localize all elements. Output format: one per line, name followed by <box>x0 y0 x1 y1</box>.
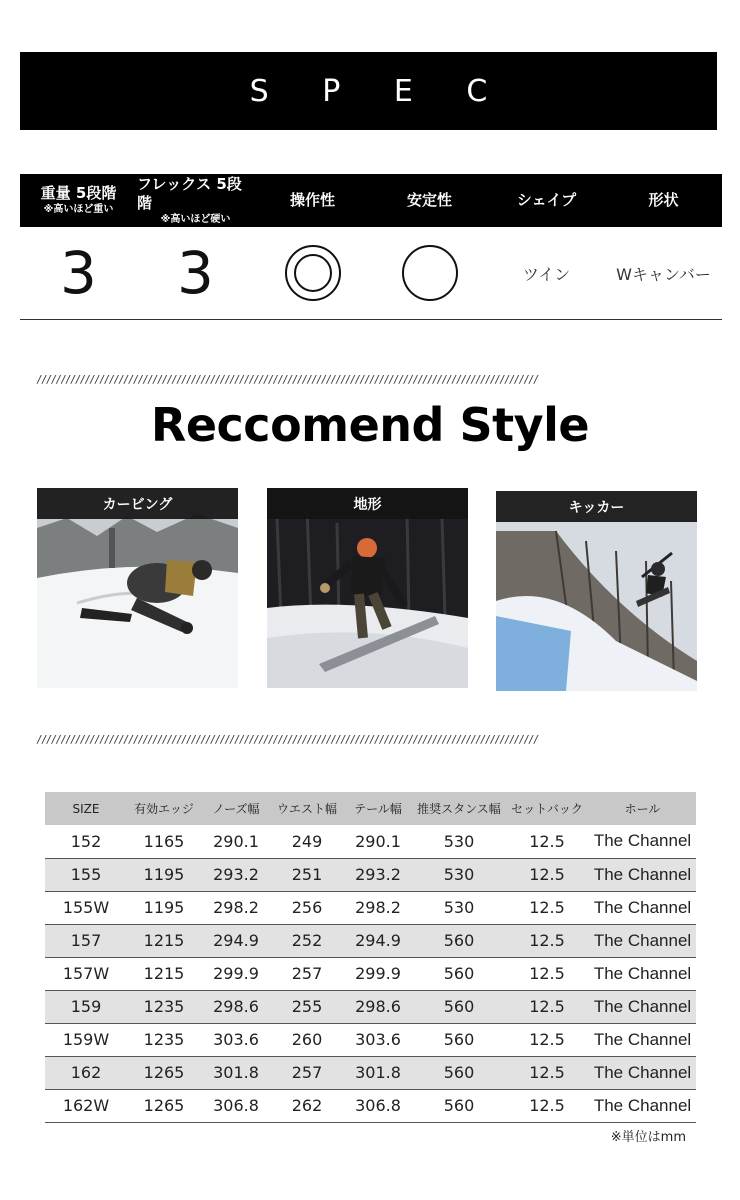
table-cell: 290.1 <box>201 825 271 858</box>
profile-value: Wキャンバー <box>616 264 711 284</box>
table-cell: 290.1 <box>343 825 413 858</box>
table-cell: 162W <box>45 1089 127 1122</box>
spec-header-weight <box>20 174 137 227</box>
spec-value-maneuverability <box>254 227 371 319</box>
table-cell: 560 <box>413 1023 505 1056</box>
table-cell: 1195 <box>127 858 201 891</box>
table-row <box>45 858 696 891</box>
table-cell: 298.2 <box>201 891 271 924</box>
photo-caption: カービング <box>37 488 238 519</box>
table-cell: 301.8 <box>201 1056 271 1089</box>
table-cell: 560 <box>413 1089 505 1122</box>
table-cell: 530 <box>413 858 505 891</box>
spec-header-label: 安定性 <box>406 191 452 209</box>
photo-caption: 地形 <box>267 488 468 519</box>
kicker-photo <box>496 491 697 691</box>
table-cell: 560 <box>413 924 505 957</box>
table-row <box>45 1023 696 1056</box>
table-cell: 162 <box>45 1056 127 1089</box>
spec-header-shape <box>488 174 605 227</box>
table-cell: 294.9 <box>201 924 271 957</box>
double-circle-icon <box>285 245 341 301</box>
table-cell: The Channel <box>589 1023 696 1056</box>
table-cell: 560 <box>413 990 505 1023</box>
table-cell: 1235 <box>127 990 201 1023</box>
table-cell: 159 <box>45 990 127 1023</box>
spec-header-flex <box>137 174 254 227</box>
table-cell: 1215 <box>127 957 201 990</box>
table-cell: The Channel <box>589 891 696 924</box>
spec-banner: S P E C <box>20 52 717 130</box>
spec-value-weight <box>20 227 137 319</box>
table-cell: 262 <box>271 1089 343 1122</box>
spec-header-row <box>20 174 722 227</box>
table-cell: 1265 <box>127 1089 201 1122</box>
spec-header-note: ※高いほど硬い <box>160 213 231 225</box>
col-effective-edge: 有効エッジ <box>127 792 201 825</box>
table-cell: The Channel <box>589 1056 696 1089</box>
circle-icon <box>402 245 458 301</box>
table-cell: 298.2 <box>343 891 413 924</box>
table-row <box>45 957 696 990</box>
table-cell: 157 <box>45 924 127 957</box>
table-cell: 12.5 <box>505 957 589 990</box>
spec-header-label: 形状 <box>648 191 679 209</box>
carving-photo <box>37 488 238 688</box>
table-cell: 249 <box>271 825 343 858</box>
table-cell: The Channel <box>589 924 696 957</box>
col-tail-width: テール幅 <box>343 792 413 825</box>
table-cell: 294.9 <box>343 924 413 957</box>
spec-header-label: 重量 5段階 <box>40 184 117 202</box>
table-cell: 303.6 <box>201 1023 271 1056</box>
table-cell: 293.2 <box>343 858 413 891</box>
photo-caption: キッカー <box>496 491 697 522</box>
table-row <box>45 891 696 924</box>
table-cell: 1235 <box>127 1023 201 1056</box>
table-row <box>45 924 696 957</box>
table-cell: 159W <box>45 1023 127 1056</box>
table-cell: 12.5 <box>505 1056 589 1089</box>
size-table-body <box>45 825 696 1122</box>
spec-header-label: フレックス 5段階 <box>137 174 242 212</box>
table-cell: 12.5 <box>505 924 589 957</box>
table-cell: 298.6 <box>201 990 271 1023</box>
table-row <box>45 1089 696 1122</box>
table-cell: 530 <box>413 825 505 858</box>
col-stance-width: 推奨スタンス幅 <box>413 792 505 825</box>
table-cell: 12.5 <box>505 825 589 858</box>
col-size: SIZE <box>45 792 127 825</box>
spec-value-row <box>20 227 722 320</box>
spec-header-label: 操作性 <box>289 191 335 209</box>
table-cell: 1165 <box>127 825 201 858</box>
recommend-title: Reccomend Style <box>150 398 590 452</box>
table-cell: 1215 <box>127 924 201 957</box>
spec-table <box>20 174 722 320</box>
table-cell: 257 <box>271 957 343 990</box>
table-row <box>45 990 696 1023</box>
table-cell: 152 <box>45 825 127 858</box>
table-cell: The Channel <box>589 825 696 858</box>
col-waist-width: ウエスト幅 <box>271 792 343 825</box>
slash-divider-bottom: //////////////////////////////////////////////////////////////////////////////////////////////////////// <box>36 734 538 746</box>
table-row <box>45 825 696 858</box>
spec-header-note: ※高いほど重い <box>43 204 114 215</box>
table-cell: 303.6 <box>343 1023 413 1056</box>
spec-value-shape <box>488 227 605 319</box>
size-table <box>45 792 696 1123</box>
table-cell: 560 <box>413 1056 505 1089</box>
table-cell: 306.8 <box>201 1089 271 1122</box>
spec-value-profile <box>605 227 722 319</box>
table-cell: 251 <box>271 858 343 891</box>
col-setback: セットバック <box>505 792 589 825</box>
table-cell: 1195 <box>127 891 201 924</box>
col-hole: ホール <box>589 792 696 825</box>
table-cell: 560 <box>413 957 505 990</box>
spec-value-flex <box>137 227 254 319</box>
table-cell: 157W <box>45 957 127 990</box>
table-cell: 257 <box>271 1056 343 1089</box>
terrain-photo <box>267 488 468 688</box>
spec-header-maneuverability <box>254 174 371 227</box>
table-cell: The Channel <box>589 990 696 1023</box>
shape-value: ツイン <box>522 264 571 284</box>
table-cell: 255 <box>271 990 343 1023</box>
table-cell: 155 <box>45 858 127 891</box>
table-cell: The Channel <box>589 957 696 990</box>
table-cell: 12.5 <box>505 1089 589 1122</box>
table-cell: 306.8 <box>343 1089 413 1122</box>
table-cell: 299.9 <box>201 957 271 990</box>
table-cell: 12.5 <box>505 891 589 924</box>
unit-note: ※単位はmm <box>610 1130 686 1145</box>
col-nose-width: ノーズ幅 <box>201 792 271 825</box>
table-row <box>45 1056 696 1089</box>
table-cell: The Channel <box>589 1089 696 1122</box>
table-cell: 256 <box>271 891 343 924</box>
spec-header-profile <box>605 174 722 227</box>
table-cell: The Channel <box>589 858 696 891</box>
table-cell: 299.9 <box>343 957 413 990</box>
table-cell: 12.5 <box>505 858 589 891</box>
table-cell: 301.8 <box>343 1056 413 1089</box>
table-cell: 252 <box>271 924 343 957</box>
spec-header-stability <box>371 174 488 227</box>
spec-header-label: シェイプ <box>516 191 577 209</box>
table-cell: 298.6 <box>343 990 413 1023</box>
size-table-header <box>45 792 696 825</box>
table-cell: 293.2 <box>201 858 271 891</box>
table-cell: 1265 <box>127 1056 201 1089</box>
table-cell: 260 <box>271 1023 343 1056</box>
table-cell: 155W <box>45 891 127 924</box>
flex-value: 3 <box>177 239 214 307</box>
table-cell: 12.5 <box>505 990 589 1023</box>
table-cell: 530 <box>413 891 505 924</box>
spec-value-stability <box>371 227 488 319</box>
weight-value: 3 <box>60 239 97 307</box>
table-cell: 12.5 <box>505 1023 589 1056</box>
slash-divider-top: //////////////////////////////////////////////////////////////////////////////////////////////////////// <box>36 374 538 386</box>
